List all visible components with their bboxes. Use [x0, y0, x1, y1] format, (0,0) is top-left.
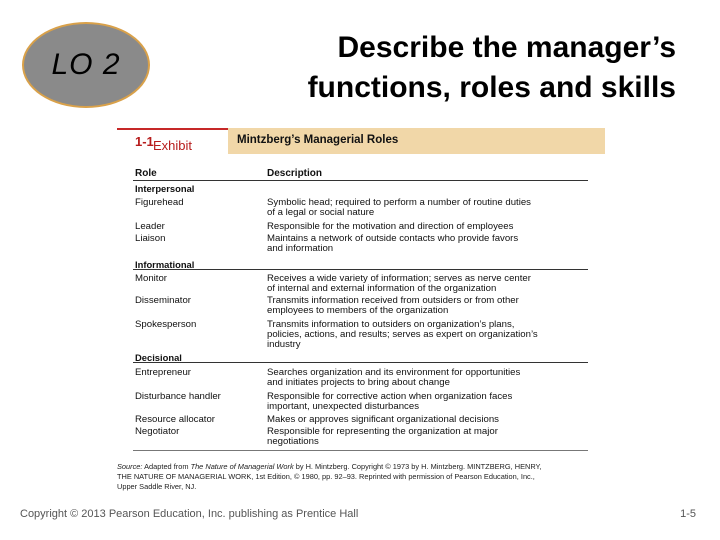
role-cell: Disturbance handler	[135, 391, 221, 402]
role-cell: Figurehead	[135, 197, 184, 208]
description-cell: of a legal or social nature	[267, 207, 375, 218]
role-cell: Liaison	[135, 233, 166, 244]
description-cell: of internal and external information of the organization	[267, 283, 497, 294]
description-cell: Responsible for corrective action when organization faces	[267, 391, 513, 402]
exhibit-tag	[117, 128, 228, 154]
description-cell: Responsible for representing the organization at major	[267, 426, 498, 437]
group-label-interpersonal: Interpersonal	[135, 183, 195, 194]
description-cell: Searches organization and its environment for opportunities	[267, 367, 521, 378]
description-cell: Responsible for the motivation and direction of employees	[267, 221, 514, 232]
group-label-informational: Informational	[135, 259, 195, 270]
source-line-2: THE NATURE OF MANAGERIAL WORK, 1st Edition, © 1980, pp. 92–93. Reprinted with permission of Pearson Education, Inc.,	[117, 472, 535, 481]
group-label-decisional: Decisional	[135, 352, 182, 363]
source-note	[117, 462, 587, 492]
copyright-footer: Copyright © 2013 Pearson Education, Inc. publishing as Prentice Hall	[20, 508, 359, 520]
description-cell: and information	[267, 243, 334, 254]
exhibit-title: Mintzberg’s Managerial Roles	[237, 134, 399, 146]
role-cell: Negotiator	[135, 426, 180, 437]
source-text-1: Adapted from	[142, 462, 191, 471]
description-cell: industry	[267, 339, 301, 350]
slide-title	[256, 28, 676, 108]
description-cell: Makes or approves significant organizational decisions	[267, 414, 499, 425]
role-cell: Monitor	[135, 273, 167, 284]
source-text-2: by H. Mintzberg. Copyright © 1973 by H. Mintzberg. MINTZBERG, HENRY,	[293, 462, 542, 471]
exhibit-tag-prefix: Exhibit	[153, 138, 193, 153]
role-cell: Disseminator	[135, 295, 191, 306]
column-header-description: Description	[267, 168, 323, 179]
learning-objective-badge	[22, 22, 150, 108]
description-cell: employees to members of the organization	[267, 305, 449, 316]
title-line-2: functions, roles and skills	[307, 71, 676, 104]
description-cell: Transmits information received from outsiders or from other	[267, 295, 519, 306]
description-cell: Receives a wide variety of information; serves as nerve center	[267, 273, 531, 284]
header-rule	[133, 180, 588, 181]
description-cell: policies, actions, and results; serves as expert on organization’s	[267, 329, 538, 340]
exhibit-table	[117, 128, 605, 498]
title-line-1: Describe the manager’s	[337, 31, 676, 64]
exhibit-header	[117, 128, 605, 154]
lo-label: LO 2	[51, 48, 121, 81]
source-line-3: Upper Saddle River, NJ.	[117, 482, 197, 491]
description-cell: negotiations	[267, 436, 319, 447]
source-book-title: The Nature of Managerial Work	[190, 462, 294, 471]
description-cell: Maintains a network of outside contacts who provide favors	[267, 233, 519, 244]
table-bottom-rule	[133, 450, 588, 451]
role-cell: Resource allocator	[135, 414, 215, 425]
source-label: Source:	[117, 462, 143, 471]
description-cell: Transmits information to outsiders on organization’s plans,	[267, 319, 515, 330]
page-number: 1-5	[680, 508, 696, 520]
description-cell: Symbolic head; required to perform a number of routine duties	[267, 197, 531, 208]
role-cell: Entrepreneur	[135, 367, 191, 378]
description-cell: important, unexpected disturbances	[267, 401, 419, 412]
role-cell: Spokesperson	[135, 319, 197, 330]
exhibit-tag-number: 1-1	[135, 134, 154, 149]
group-rule	[133, 269, 588, 270]
description-cell: and initiates projects to bring about change	[267, 377, 450, 388]
column-header-role: Role	[135, 168, 157, 179]
group-rule	[133, 362, 588, 363]
role-cell: Leader	[135, 221, 165, 232]
